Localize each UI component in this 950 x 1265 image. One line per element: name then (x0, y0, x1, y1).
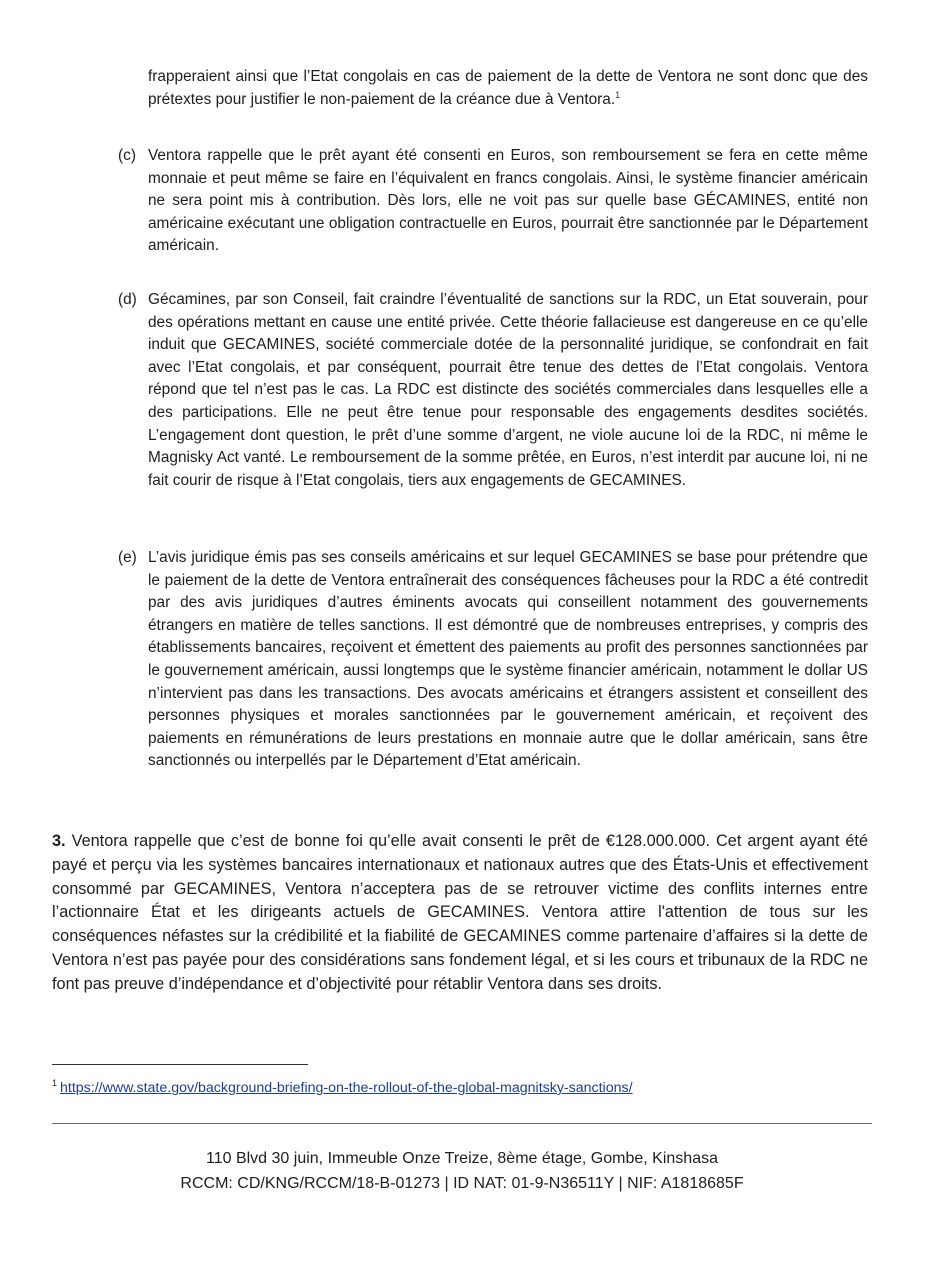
list-item-e (118, 547, 868, 773)
continuation-text: frapperaient ainsi que l’Etat congolais en cas de paiement de la dette de Ventora ne sont donc que des prétextes pour justifier le non-paiement de la créance due à Ventora. (148, 68, 868, 108)
footnote-separator (52, 1064, 308, 1065)
paragraph-3 (52, 830, 868, 997)
footer-address: 110 Blvd 30 juin, Immeuble Onze Treize, 8ème étage, Gombe, Kinshasa (206, 1150, 718, 1167)
footnote-reference: 1 (615, 89, 621, 100)
paragraph-number: 3. (52, 832, 66, 850)
page-footer (52, 1146, 872, 1196)
footnote (52, 1078, 633, 1098)
list-item-text: Ventora rappelle que le prêt ayant été consenti en Euros, son remboursement se fera en cette même monnaie et peut même se faire en l’équivalent en francs congolais. Ainsi, le système financier américain ne sera point mis à contribution. Dès lors, elle ne voit pas sur quelle base GÉCAMINES, entité non américaine exécutant une obligation contractuelle en Euros, pourrait être sanctionnée par le Département américain. (148, 147, 868, 255)
list-marker: (d) (118, 291, 137, 308)
list-item-c (118, 145, 868, 258)
paragraph-3-text: Ventora rappelle que c’est de bonne foi qu’elle avait consenti le prêt de €128.000.000. Cet argent ayant été payé et perçu via les systèmes bancaires internationaux et nationaux autres que des États-Unis et effectivement consommé par GECAMINES, Ventora n’acceptera pas de se retrouver victime des conflits internes entre l’actionnaire État et les dirigeants actuels de GECAMINES. Ventora attire l'attention de tous sur les conséquences néfastes sur la crédibilité et la fiabilité de GECAMINES comme partenaire d’affaires si la dette de Ventora n’est pas payée pour des considérations sans fondement légal, et si les cours et tribunaux de la RDC ne font pas preuve d’indépendance et d’objectivité pour rétablir Ventora dans ses droits. (52, 832, 868, 993)
list-item-text: Gécamines, par son Conseil, fait craindre l’éventualité de sanctions sur la RDC, un Etat souverain, pour des opérations mettant en cause une entité privée. Cette théorie fallacieuse est dangereuse en ce qu’elle induit que GECAMINES, société commerciale dotée de la personnalité juridique, se confondrait en fait avec l’Etat congolais, et par conséquent, pourrait être tenue des dettes de l’Etat congolais. Ventora répond que tel n’est pas le cas. La RDC est distincte des sociétés commerciales dans lesquelles elle a des participations. Elle ne peut être tenue pour responsable des engagements desdites sociétés. L’engagement dont question, le prêt d’une somme d’argent, ne viole aucune loi de la RDC, ni même le Magnisky Act vanté. Le remboursement de la somme prêtée, en Euros, n’est interdit par aucune loi, ni ne fait courir de risque à l’Etat congolais, tiers aux engagements de GECAMINES. (148, 291, 868, 489)
list-marker: (c) (118, 147, 136, 164)
footer-registration: RCCM: CD/KNG/RCCM/18-B-01273 | ID NAT: 01-9-N36511Y | NIF: A1818685F (180, 1175, 744, 1192)
list-item-d (118, 289, 868, 492)
list-marker: (e) (118, 549, 137, 566)
footer-separator (52, 1123, 872, 1124)
list-item-text: L’avis juridique émis pas ses conseils américains et sur lequel GECAMINES se base pour prétendre que le paiement de la dette de Ventora entraînerait des conséquences fâcheuses pour la RDC a été contredit par des avis juridiques d’autres éminents avocats qui conseillent notamment des gouvernements étrangers en matière de telles sanctions. Il est démontré que de nombreuses entreprises, y compris des établissements bancaires, reçoivent et émettent des paiements au profit des personnes sanctionnées par le gouvernement américain, aussi longtemps que le système financier américain, notamment le dollar US n’intervient pas dans les transactions. Des avocats américains et étrangers assistent et conseillent des personnes physiques et morales sanctionnées par le gouvernement américain, et reçoivent des paiements en rémunérations de leurs prestations en monnaie autre que le dollar américain, sans être sanctionnés ou interpellés par le Département d’Etat américain. (148, 549, 868, 770)
continuation-paragraph (148, 66, 868, 111)
footnote-marker: 1 (52, 1078, 58, 1089)
footnote-link[interactable]: https://www.state.gov/background-briefing-on-the-rollout-of-the-global-magnitsky-sanctions/ (60, 1080, 633, 1096)
